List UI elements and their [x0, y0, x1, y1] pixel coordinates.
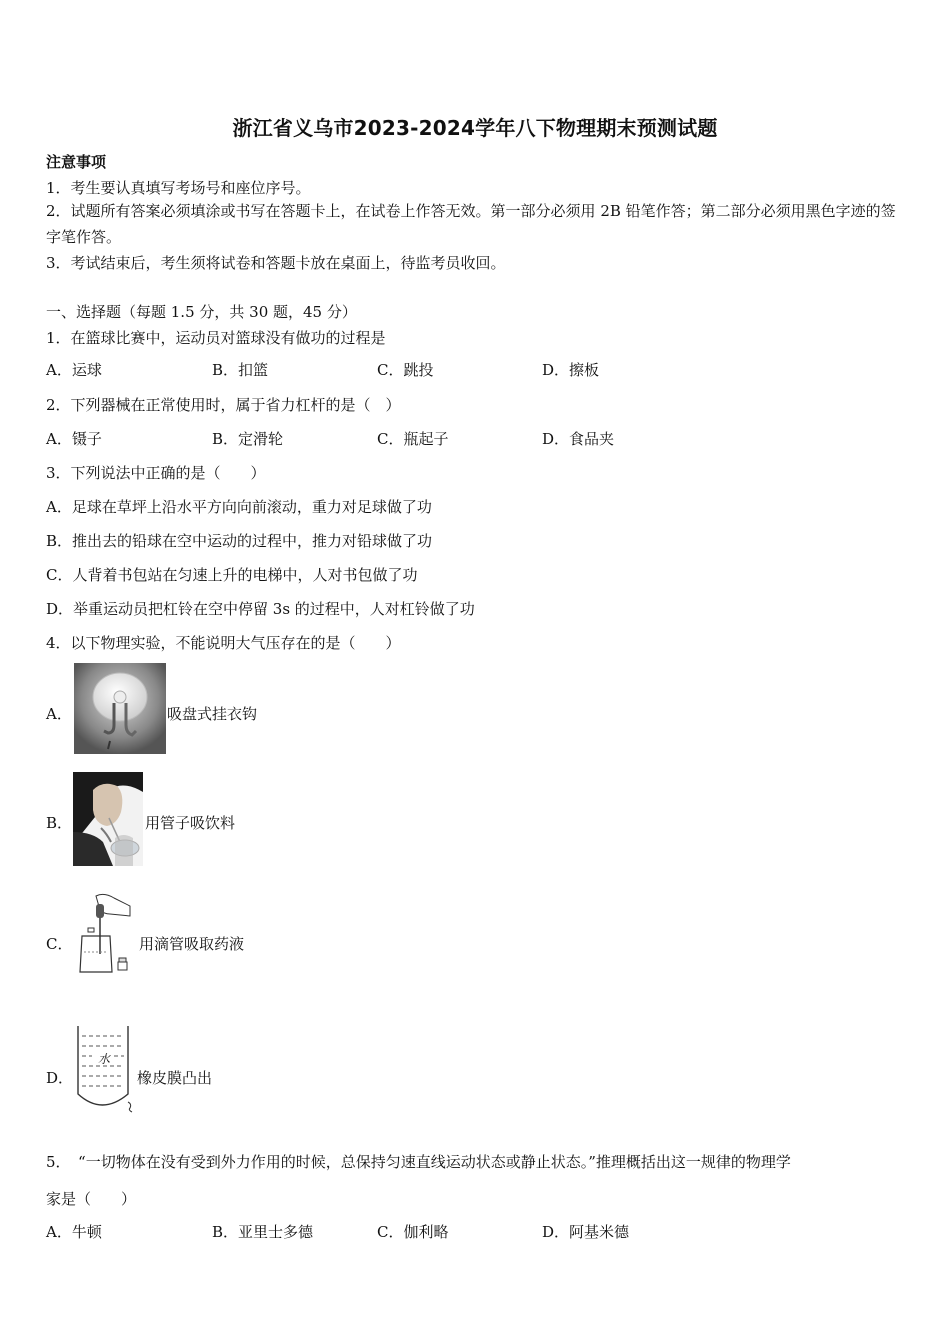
straw-drinking-image [73, 772, 143, 866]
q2-option-b: B．定滑轮 [212, 430, 284, 448]
notice-item-3: 3．考试结束后，考生须将试卷和答题卡放在桌面上，待监考员收回。 [46, 254, 506, 272]
q3-option-b: B．推出去的铅球在空中运动的过程中，推力对铅球做了功 [46, 532, 433, 550]
q4-option-a-caption: 吸盘式挂衣钩 [167, 705, 258, 723]
q3-option-c: C．人背着书包站在匀速上升的电梯中，人对书包做了功 [46, 566, 418, 584]
q4-option-d-letter: D． [46, 1069, 74, 1087]
q5-option-a: A．牛顿 [46, 1223, 102, 1241]
question-4-stem: 4．以下物理实验，不能说明大气压存在的是（ ） [46, 634, 401, 652]
q4-option-b-letter: B． [46, 814, 73, 832]
q4-option-a-letter: A． [46, 705, 72, 723]
notice-heading: 注意事项 [46, 153, 107, 171]
q1-option-b: B．扣篮 [212, 361, 269, 379]
q1-option-c: C．跳投 [377, 361, 434, 379]
water-container-membrane-image [74, 1022, 136, 1118]
q4-option-c-caption: 用滴管吸取药液 [139, 935, 245, 953]
q4-option-b-caption: 用管子吸饮料 [145, 814, 236, 832]
q2-option-d: D．食品夹 [542, 430, 615, 448]
q3-option-a: A．足球在草坪上沿水平方向向前滚动，重力对足球做了功 [46, 498, 432, 516]
question-2-stem: 2．下列器械在正常使用时，属于省力杠杆的是（ ） [46, 396, 401, 414]
q1-option-a: A．运球 [46, 361, 102, 379]
q5-option-c: C．伽利略 [377, 1223, 449, 1241]
q2-option-a: A．镊子 [46, 430, 102, 448]
q1-option-d: D．擦板 [542, 361, 600, 379]
notice-item-1: 1．考生要认真填写考场号和座位序号。 [46, 179, 311, 197]
section-heading: 一、选择题（每题 1.5 分，共 30 题，45 分） [46, 303, 357, 321]
exam-title: 浙江省义乌市2023-2024学年八下物理期末预测试题 [232, 116, 718, 140]
question-5-stem-line-2: 家是（ ） [46, 1190, 137, 1208]
q3-option-d: D．举重运动员把杠铃在空中停留 3s 的过程中，人对杠铃做了功 [46, 600, 475, 618]
dropper-bottle-image [74, 892, 132, 978]
q2-option-c: C．瓶起子 [377, 430, 449, 448]
notice-item-2: 2．试题所有答案必须填涂或书写在答题卡上，在试卷上作答无效。第一部分必须用 2B 铅笔作答；第二部分必须用黑色字迹的签字笔作答。 [46, 202, 896, 246]
q5-option-b: B．亚里士多德 [212, 1223, 314, 1241]
q4-option-d-caption: 橡皮膜凸出 [137, 1069, 213, 1087]
question-3-stem: 3．下列说法中正确的是（ ） [46, 464, 266, 482]
q5-option-d: D．阿基米德 [542, 1223, 630, 1241]
question-5-stem-line-1: 5． “一切物体在没有受到外力作用的时候，总保持匀速直线运动状态或静止状态。”推理概括出这一规律的物理学 [46, 1153, 791, 1171]
water-label: 水 [98, 1052, 111, 1066]
suction-hook-image [74, 663, 166, 754]
q4-option-c-letter: C． [46, 935, 73, 953]
question-1-stem: 1．在篮球比赛中，运动员对篮球没有做功的过程是 [46, 329, 386, 347]
